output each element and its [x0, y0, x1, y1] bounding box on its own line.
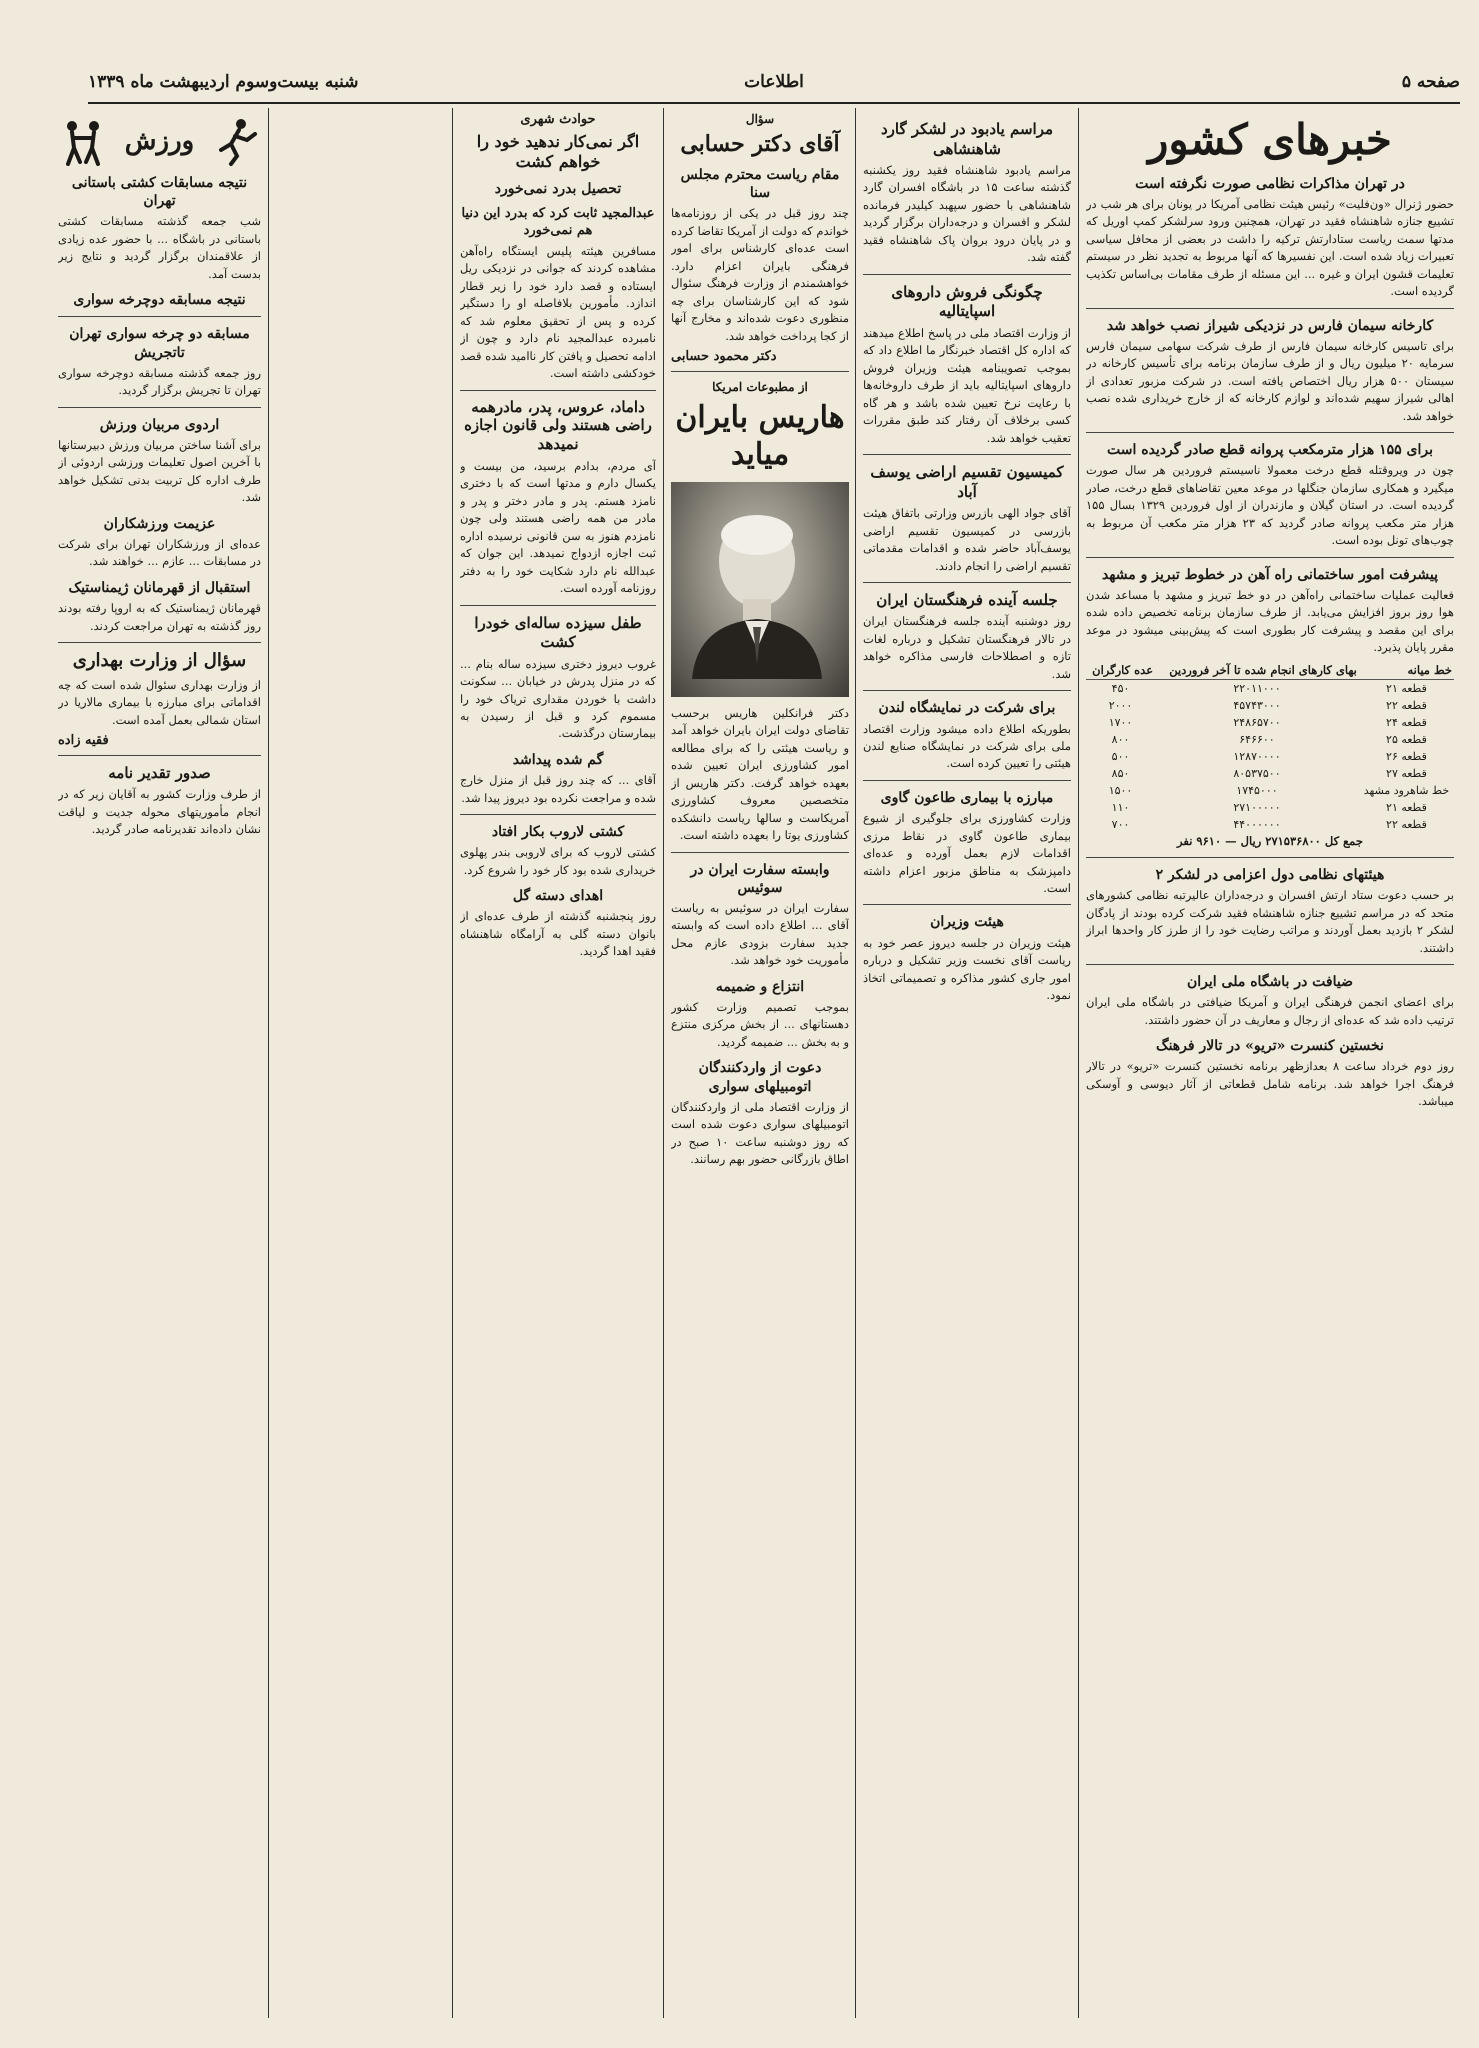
- column-national-news: [1086, 112, 1454, 2042]
- table-row: قطعه ۲۲ ۴۴۰۰۰۰۰۰ ۷۰۰: [1111, 817, 1427, 831]
- table-header: بهای کارهای انجام شده تا آخر فروردین: [1155, 661, 1359, 680]
- divider: [1086, 308, 1454, 309]
- table-row: قطعه ۲۱ ۲۲۰۱۱۰۰۰ ۴۵۰: [1111, 681, 1427, 695]
- article-body: برای اعضای انجمن فرهنگی ایران و آمریکا ضیافتی در باشگاه ملی ایران ترتیب داده شد که عده‌ای از رجال و معاریف در آن حضور داشتند.: [1086, 995, 1454, 1027]
- article-headline: طفل سیزده ساله‌ای خودرا کشت: [474, 613, 642, 652]
- article-headline: پیشرفت امور ساختمانی راه آهن در خطوط تبریز و مشهد: [1101, 566, 1439, 583]
- article-body: آی مردم، بدادم برسید، من بیست و یکسال دارم و مدتها است که با دختری نامزد هستم. پدر و مادر دختر و پدر و مادر من همه راضی هستند ولی چون نامزدم هنوز به سن قانونی نرسیده اداره ثبت اجازه ازدواج نمیدهد. این جوان که عبدالله نام دارد شکایت خود را به دفتر روزنامه آورده است.: [460, 458, 656, 596]
- article-headline: گم شده پیداشد: [512, 751, 604, 768]
- sports-heading: ورزش: [124, 125, 195, 156]
- table-row: قطعه ۲۴ ۲۴۸۶۵۷۰۰ ۱۷۰۰: [1108, 715, 1427, 729]
- article-subheadline: مقام ریاست محترم مجلس سنا: [680, 167, 840, 202]
- portrait-photo: [671, 482, 849, 697]
- article-body: آقای ... که چند روز قبل از منزل خارج شده و مراجعت نکرده بود دیروز پیدا شد.: [460, 773, 656, 805]
- article-headline: هیئتهای نظامی دول اعزامی در لشکر ۲: [1155, 867, 1385, 884]
- newspaper-name: اطلاعات: [744, 72, 804, 92]
- article-body: بر حسب دعوت ستاد ارتش افسران و درجه‌داران عالیرتبه نظامی کشورهای متحد که در مراسم تشییع جنازه شاهنشاه فقید شرکت کرده بودند از پادگان لشکر ۲ بازدید بعمل آوردند و مراتب رضایت خود را از طرز کار واحدها ابراز داشتند.: [1086, 888, 1454, 955]
- runner-icon: [211, 116, 261, 166]
- article-headline: داماد، عروس، پدر، مادرهمه راضی هستند ولی قانون اجازه نمیدهد: [464, 397, 652, 454]
- article-body: شب جمعه گذشته مسابقات کشتی باستانی در باشگاه ... با حضور عده زیادی از علاقمندان برگزار گردید و نتایج زیر بدست آمد.: [58, 214, 261, 281]
- article-headline: نتیجه مسابقه دوچرخه سواری: [73, 292, 246, 309]
- divider: [460, 390, 656, 391]
- article-subheadline: عبدالمجید ثابت کرد که بدرد این دنیا هم نمی‌خورد: [461, 206, 655, 238]
- column-sports: [58, 112, 261, 2042]
- article-headline: برای شرکت در نمایشگاه لندن: [878, 700, 1056, 717]
- section-label: حوادث شهری: [520, 112, 596, 127]
- article-body: مسافرین هیئته پلیس ایستگاه راه‌آهن مشاهده کردند که جوانی در نزدیکی ریل ایستاده و قصد دارد خود را زیر قطار اندازد. مأمورین بلافاصله او را دستگیر کرده و پس از تحقیق معلوم شد که نامبرده عبدالمجید نام دارد و چون از ادامه تحصیل و یافتن کار ناامید شده قصد خودکشی داشته است.: [460, 243, 656, 381]
- divider: [863, 780, 1071, 781]
- article-headline: کارخانه سیمان فارس در نزدیکی شیراز نصب خواهد شد: [1106, 317, 1434, 334]
- table-header: عده کارگران: [1086, 661, 1155, 680]
- signature: دکتر محمود حسابی: [671, 349, 777, 365]
- table-row: قطعه ۲۷ ۸۰۵۳۷۵۰۰ ۸۵۰: [1111, 766, 1427, 780]
- article-body: روز جمعه گذشته مسابقه دوچرخه سواری تهران تا تجریش برگزار گردید.: [58, 365, 261, 398]
- article-body: حضور ژنرال «ون‌فلیت» رئیس هیئت نظامی آمریکا در یونان برای هر شب در تشییع جنازه شاهنشاه فقید در تهران، همچنین ورود سرلشکر کمپ اوریل که مدتها سمت ریاست ستادارتش ترکیه را داشت در بعضی از محافل سیاسی تعبیرات زیاد شده است. این نفسیرها که آنها مربوط به تجدید نظر در سیستم تعلیمات قشون ایران و غیره ... این مسئله از طرف مقامات بی‌اساس تکذیب گردیده است.: [1086, 196, 1454, 299]
- divider: [1086, 432, 1454, 433]
- column-rule: [663, 108, 664, 2018]
- article-body: برای تاسیس کارخانه سیمان فارس از طرف شرکت سهامی سیمان فارس سرمایه ۲۰ میلیون ریال و از طرف سازمان برنامه برای تأسیس کارخانه در سیستان ۵۰۰ هزار ریال اختصاص یافته است. در شرکت مزبور تعدادی از اهالی شیراز سهیم شده‌اند و لوازم کارخانه که از خارج خریداری شده نصب خواهد شد.: [1086, 338, 1454, 423]
- column-rule: [268, 108, 269, 2018]
- section-label: از مطبوعات امریکا: [712, 380, 808, 395]
- divider: [863, 904, 1071, 905]
- article-body: دکتر فرانکلین هاریس برحسب تقاضای دولت ایران بایران خواهد آمد و ریاست هیئتی را که برای مطالعه امور کشاورزی ایران تعیین شده بعهده خواهد گرفت. دکتر هاریس از متخصصین معروف کشاورزی آمریکاست و سالها ریاست دانشکده کشاورزی یوتا را بعهده داشته است.: [671, 705, 849, 843]
- article-body: از طرف وزارت کشور به آقایان زیر که در انجام مأموریتهای محوله جدیت و لیاقت نشان داده‌اند تقدیرنامه صادر گردید.: [58, 787, 261, 837]
- divider: [58, 755, 261, 756]
- article-body: روز دوم خرداد ساعت ۸ بعدازظهر برنامه نخستین کنسرت «تریو» در تالار فرهنگ اجرا خواهد شد. برنامه شامل قطعاتی از آثار دیوسی و آوسکی میباشد.: [1086, 1059, 1454, 1109]
- article-headline: نخستین کنسرت «تریو» در تالار فرهنگ: [1156, 1038, 1384, 1055]
- column-city-news: [460, 112, 656, 2042]
- article-headline: اگر نمی‌کار ندهید خود را خواهم کشت: [476, 131, 640, 171]
- article-headline: در تهران مذاکرات نظامی صورت نگرفته است: [1135, 175, 1405, 192]
- article-headline: هیئت وزیران: [930, 914, 1004, 931]
- article-body: هیئت وزیران در جلسه دیروز عصر خود به ریاست آقای نخست وزیر تشکیل و درباره امور جاری کشور مذاکره و تصمیماتی اتخاذ نمود.: [863, 935, 1071, 1003]
- sports-banner: [58, 116, 261, 166]
- article-headline: اهدای دسته گل: [512, 888, 604, 905]
- wrestlers-icon: [58, 116, 108, 166]
- article-headline: سؤال از وزارت بهداری: [72, 650, 247, 672]
- masthead: [88, 62, 1460, 104]
- article-headline: کشتی لاروب بکار افتاد: [491, 824, 625, 841]
- divider: [1086, 857, 1454, 858]
- divider: [863, 274, 1071, 275]
- divider: [863, 582, 1071, 583]
- article-headline: صدور تقدیر نامه: [108, 763, 211, 782]
- article-body: عده‌ای از ورزشکاران تهران برای شرکت در مسابقات ... عازم ... خواهند شد.: [58, 537, 261, 569]
- article-headline: کمیسیون تقسیم اراضی یوسف آباد: [870, 463, 1064, 501]
- article-headline: چگونگی فروش داروهای اسپایتالیه: [891, 282, 1043, 321]
- column-rule: [855, 108, 856, 2018]
- signature: فقیه زاده: [58, 732, 109, 748]
- article-body: از وزارت بهداری سئوال شده است که چه اقداماتی برای مبارزه با بیماری مالاریا در استان شمالی بعمل آمده است.: [58, 677, 261, 727]
- divider: [460, 605, 656, 606]
- article-body: مراسم یادبود شاهنشاه فقید روز یکشنبه گذشته ساعت ۱۵ در باشگاه افسران گارد شاهنشاهی با حضور سپهبد کیلیدر فرمانده لشکر و افسران و درجه‌داران برگزار گردید و در پایان درود بروان پاک شاهنشاه فقید گفته شد.: [863, 163, 1071, 265]
- column-parliament: [671, 112, 849, 2042]
- article-body: چند روز قبل در یکی از روزنامه‌ها خواندم که دولت از آمریکا تقاضا کرده است عده‌ای کارشناس برای امور فرهنگی بایران اعزام دارد. خواهشمندم از وزارت فرهنگ سئوال شود که این کارشناسان برای چه منظوری دعوت شده‌اند و مخارج آنها از کجا پرداخت خواهد شد.: [671, 206, 849, 343]
- issue-date: شنبه بیست‌وسوم اردیبهشت ماه ۱۳۳۹: [88, 72, 359, 92]
- article-body: سفارت ایران در سوئیس به ریاست آقای ... اطلاع داده است که وابسته جدید سفارت بزودی عازم محل مأموریت خود خواهد شد.: [671, 900, 849, 968]
- article-subheadline: تحصیل بدرد نمی‌خورد: [494, 180, 622, 197]
- divider: [1086, 557, 1454, 558]
- divider: [58, 642, 261, 643]
- portrait-silhouette-icon: [687, 499, 827, 679]
- article-headline: نتیجه مسابقات کشتی باستانی تهران: [71, 175, 248, 210]
- article-headline: انتزاع و ضمیمه: [715, 978, 805, 995]
- railway-cost-table: [1086, 661, 1454, 833]
- article-headline: مسابقه دو چرخه سواری تهران تاتجریش: [69, 326, 250, 361]
- table-total: جمع کل ۲۷۱۵۳۶۸۰۰ ریال — ۹۶۱۰ نفر: [1177, 833, 1363, 848]
- article-headline: ضیافت در باشگاه ملی ایران: [1186, 974, 1354, 991]
- divider: [460, 814, 656, 815]
- divider: [671, 852, 849, 853]
- divider: [58, 316, 261, 317]
- table-row: قطعه ۲۲ ۴۵۷۴۳۰۰۰ ۲۰۰۰: [1108, 698, 1427, 712]
- table-row: قطعه ۲۱ ۲۷۱۰۰۰۰۰ ۱۱۰: [1111, 800, 1427, 814]
- article-body: بموجب تصمیم وزارت کشور دهستانهای ... از بخش مرکزی منتزع و به بخش ... ضمیمه گردید.: [671, 1000, 849, 1049]
- article-headline: استقبال از قهرمانان ژیمناستیک: [68, 579, 251, 596]
- column-announcements: [863, 112, 1071, 2042]
- article-body: فعالیت عملیات ساختمانی راه‌آهن در دو خط تبریز و مشهد با مساعد شدن هوا روز بروز افزایش می‌یابد. از طرف سازمان برنامه تخصیص داده شده برای این مقصد و پیشرفت کار بطوری است که پیش‌بینی میشود در موعد مقرر پایان پذیرد.: [1086, 587, 1454, 655]
- article-headline: وابسته سفارت ایران در سوئیس: [690, 861, 830, 896]
- article-body: از وزارت اقتصاد ملی از واردکنندگان اتومبیلهای سواری دعوت شده است که روز دوشنبه ساعت ۱۰ صبح در اطاق بازرگانی حضور بهم رسانند.: [671, 1099, 849, 1167]
- article-headline: آقای دکتر حسابی: [680, 130, 840, 157]
- divider: [863, 690, 1071, 691]
- article-body: روز دوشنبه آینده جلسه فرهنگستان ایران در تالار فرهنگستان تشکیل و درباره لغات تازه و اصطلاحات فارسی مذاکره خواهد شد.: [863, 614, 1071, 681]
- article-body: روز پنجشنبه گذشته از طرف عده‌ای از بانوان دسته گلی به آرامگاه شاهنشاه فقید اهدا گردید.: [460, 909, 656, 959]
- article-headline: هاریس بایران میاید: [675, 399, 845, 473]
- article-body: از وزارت اقتصاد ملی در پاسخ اطلاع میدهند که اداره کل اقتصاد خبرنگار ما اطلاع داد که بموجب تصویبنامه هیئت وزیران فروش داروهای اسپایتالیه باید از طرف داروخانه‌ها با رعایت نرخ تعیین شده باشد و هر گاه کسی برخلاف آن رفتار کند طبق مقررات تعقیب خواهد شد.: [863, 325, 1071, 445]
- page-number: صفحه ۵: [1401, 72, 1460, 92]
- article-body: بطوریکه اطلاع داده میشود وزارت اقتصاد ملی برای شرکت در نمایشگاه صنایع لندن هیئتی را تعیین کرده است.: [863, 721, 1071, 771]
- article-body: وزارت کشاورزی برای جلوگیری از شیوع بیماری طاعون گاوی در نقاط مرزی اقدامات لازم بعمل آورده و عده‌ای دامپزشک به مناطق مزبور اعزام داشته است.: [863, 811, 1071, 895]
- article-body: کشتی لاروب که برای لاروبی بندر پهلوی خریداری شده بود کار خود را شروع کرد.: [460, 845, 656, 877]
- table-header: خط میانه: [1359, 661, 1454, 680]
- article-body: قهرمانان ژیمناستیک که به اروپا رفته بودند روز گذشته به تهران مراجعت کردند.: [58, 601, 261, 633]
- article-headline: مبارزه با بیماری طاعون گاوی: [880, 789, 1054, 806]
- article-headline: برای ۱۵۵ هزار مترمکعب پروانه قطع صادر گردیده است: [1107, 442, 1433, 459]
- table-row: قطعه ۲۵ ۶۴۶۶۰۰ ۸۰۰: [1111, 732, 1427, 746]
- divider: [671, 371, 849, 372]
- article-body: برای آشنا ساختن مربیان ورزش دبیرستانها با آخرین اصول تعلیمات ورزشی اردوئی از طرف اداره کل تربیت بدنی تشکیل خواهد شد.: [58, 437, 261, 505]
- divider: [863, 454, 1071, 455]
- section-heading: خبرهای کشور: [1148, 115, 1392, 164]
- article-body: آقای جواد الهی بازرس وزارتی باتفاق هیئت بازرسی در کمیسیون تقسیم اراضی یوسف‌آباد حاضر شده و اقدامات مقدماتی تقسیم اراضی را انجام دادند.: [863, 506, 1071, 573]
- section-label: سؤال: [745, 112, 775, 126]
- table-row: قطعه ۲۶ ۱۲۸۷۰۰۰۰ ۵۰۰: [1111, 749, 1427, 763]
- article-body: غروب دیروز دختری سیزده ساله بنام ... که در منزل پدرش در خیابان ... سکونت داشت با خوردن مقداری تریاک خود را مسموم کرد و قبل از رسیدن به بیمارستان درگذشت.: [460, 656, 656, 741]
- article-headline: دعوت از واردکنندگان اتومبیلهای سواری: [698, 1060, 822, 1095]
- table-row: خط شاهرود مشهد ۱۷۴۵۰۰۰ ۱۵۰۰: [1108, 783, 1450, 797]
- column-rule: [1078, 108, 1079, 2018]
- article-headline: جلسه آینده فرهنگستان ایران: [876, 590, 1058, 609]
- article-headline: اردوی مربیان ورزش: [99, 416, 220, 433]
- article-headline: مراسم یادبود در لشکر گارد شاهنشاهی: [880, 120, 1054, 158]
- column-rule: [452, 108, 453, 2018]
- divider: [1086, 964, 1454, 965]
- article-headline: عزیمت ورزشکاران: [103, 515, 216, 532]
- article-body: چون در ویروقتله قطع درخت معمولا ناسیستم فروردین هر سال صورت میگیرد و همکاری سازمان جنگلها در موعد معین تقاضاهای قطع درخت، صادر گردیده است. در استان گیلان و مازندران از اول فروردین ۱۳۲۹ بسال ۱۵۵ هزار متر مکعب پروانه صادر گردید که ۲۳ هزار متر مکعب آن مربوط به چوب‌های تونل بوده است.: [1086, 463, 1454, 548]
- divider: [58, 407, 261, 408]
